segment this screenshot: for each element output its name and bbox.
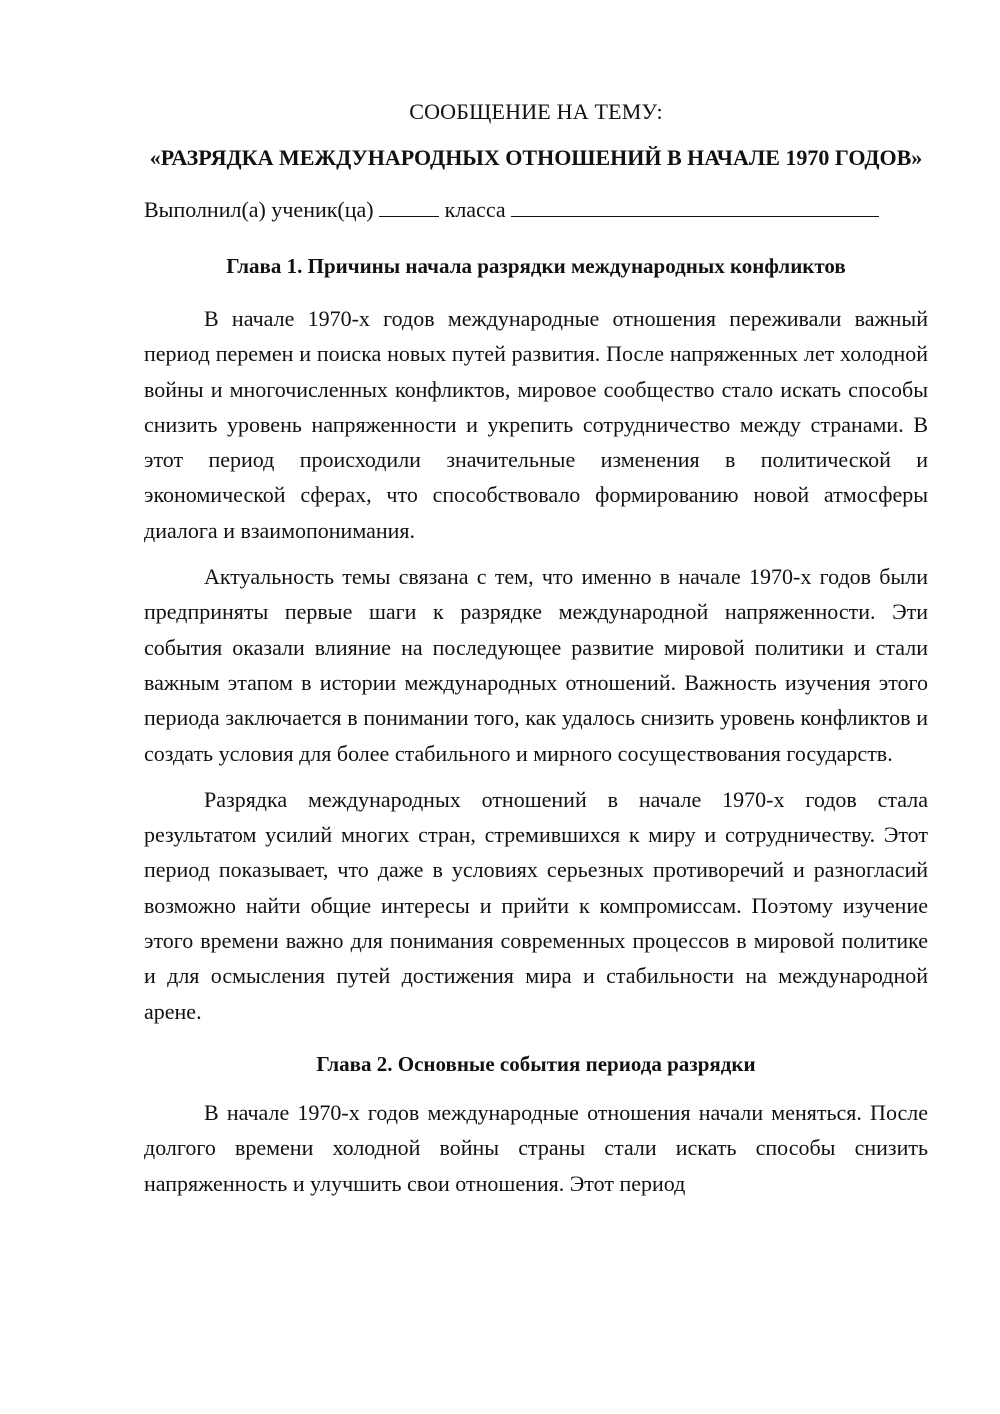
chapter-1-heading: Глава 1. Причины начала разрядки международных конфликтов [226,254,846,278]
chapter-2-heading: Глава 2. Основные события периода разрядки [316,1051,756,1076]
document-title: «РАЗРЯДКА МЕЖДУНАРОДНЫХ ОТНОШЕНИЙ В НАЧАЛЕ 1970 ГОДОВ» [149,145,923,170]
author-line [144,193,928,227]
chapter-1-paragraph-2: Актуальность темы связана с тем, что именно в начале 1970-х годов были предприняты первые шаги к разрядке международной напряженности. Эти события оказали влияние на последующее развитие мировой политики и стали важным этапом в истории международных отношений. Важность изучения этого периода заключается в понимании того, как удалось снизить уровень конфликтов и создать условия для более стабильного и мирного сосуществования государств. [144,564,928,766]
author-label: Выполнил(а) ученик(ца) [144,197,374,222]
chapter-1-paragraph-3: Разрядка международных отношений в начале 1970-х годов стала результатом усилий многих стран, стремившихся к миру и сотрудничеству. Этот период показывает, что даже в условиях серьезных противоречий и разногласий возможно найти общие интересы и прийти к компромиссам. Поэтому изучение этого времени важно для понимания современных процессов в мировой политике и для осмысления путей достижения мира и стабильности на международной арене. [144,786,928,1024]
chapter-1-paragraph-1: В начале 1970-х годов международные отношения переживали важный период перемен и поиска новых путей развития. После напряженных лет холодной войны и многочисленных конфликтов, мировое сообщество стало искать способы снизить уровень напряженности и укрепить сотрудничество между странами. В этот период происходили значительные изменения в политической и экономической сферах, что способствовало формированию новой атмосферы диалога и взаимопонимания. [144,306,928,543]
chapter-2-paragraph-1: В начале 1970-х годов международные отношения начали меняться. После долгого времени холодной войны страны стали искать способы снизить напряженность и улучшить свои отношения. Этот период [144,1099,928,1196]
document-content [144,95,928,1201]
name-blank [511,194,879,217]
class-blank [379,194,439,217]
class-label: класса [444,197,506,222]
document-type: СООБЩЕНИЕ НА ТЕМУ: [409,99,663,124]
